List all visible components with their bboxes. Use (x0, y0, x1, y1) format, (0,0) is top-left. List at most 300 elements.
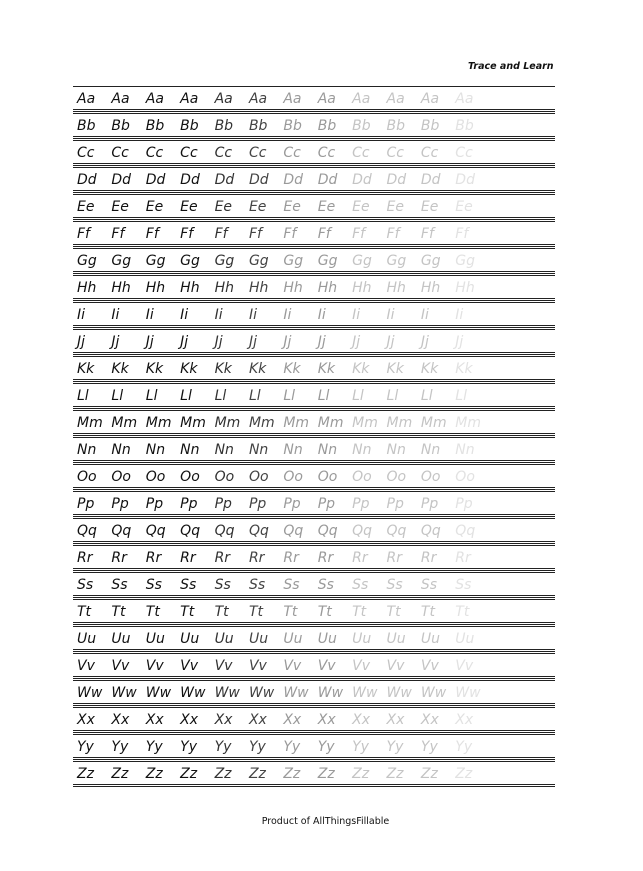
letter-pair: Qq (214, 523, 235, 539)
letter-pair: Tt (455, 604, 470, 620)
letter-cells (75, 764, 488, 784)
letter-pair: Hh (111, 280, 131, 296)
letter-pair: Gg (317, 253, 338, 269)
letter-pair: Aa (145, 91, 164, 107)
letter-pair: Hh (352, 280, 372, 296)
letter-pair: Qq (77, 523, 97, 539)
letter-row (73, 707, 555, 734)
letter-row (73, 680, 555, 707)
letter-cells (75, 413, 488, 433)
letter-cells (75, 332, 488, 352)
letter-pair: Ww (317, 685, 344, 701)
letter-pair: Ii (455, 307, 464, 323)
letter-pair: Yy (77, 739, 94, 755)
letter-pair: Hh (455, 280, 475, 296)
letter-pair: Ee (77, 199, 95, 215)
letter-pair: Ww (386, 685, 412, 701)
letter-pair: Ss (317, 577, 334, 593)
letter-pair: Ll (214, 388, 227, 404)
letter-pair: Ww (420, 685, 447, 701)
letter-pair: Ii (248, 307, 257, 323)
letter-pair: Yy (248, 739, 266, 755)
letter-pair: Nn (283, 442, 303, 458)
letter-row (73, 167, 555, 194)
letter-pair: Ll (455, 388, 467, 404)
letter-pair: Bb (214, 118, 234, 134)
letter-pair: Bb (145, 118, 165, 134)
letter-pair: Ss (145, 577, 162, 593)
letter-row (73, 464, 555, 491)
guide-line (73, 113, 555, 114)
letter-pair: Ll (248, 388, 261, 404)
letter-pair: Jj (180, 334, 189, 350)
letter-pair: Aa (180, 91, 199, 107)
letter-pair: Uu (214, 631, 234, 647)
letter-pair: Ii (317, 307, 326, 323)
letter-pair: Uu (455, 631, 475, 647)
letter-row (73, 653, 555, 680)
letter-pair: Gg (111, 253, 132, 269)
letter-pair: Ii (180, 307, 189, 323)
letter-pair: Zz (180, 766, 198, 782)
letter-pair: Aa (455, 91, 474, 107)
letter-pair: Nn (180, 442, 200, 458)
letter-pair: Uu (420, 631, 441, 647)
letter-pair: Gg (283, 253, 304, 269)
guide-line (73, 194, 555, 195)
letter-pair: Uu (317, 631, 337, 647)
letter-pair: Gg (214, 253, 235, 269)
letter-pair: Ii (420, 307, 429, 323)
letter-pair: Rr (180, 550, 196, 566)
letter-pair: Qq (386, 523, 407, 539)
letter-cells (75, 89, 488, 109)
letter-pair: Ii (283, 307, 292, 323)
letter-row (73, 302, 555, 329)
letter-pair: Xx (214, 712, 233, 728)
letter-pair: Pp (111, 496, 129, 512)
letter-pair: Yy (352, 739, 369, 755)
letter-pair: Xx (111, 712, 130, 728)
letter-pair: Cc (180, 145, 198, 161)
letter-pair: Xx (248, 712, 267, 728)
letter-pair: Kk (420, 361, 439, 377)
letter-cells (75, 575, 488, 595)
letter-pair: Yy (145, 739, 163, 755)
letter-row (73, 356, 555, 383)
letter-pair: Bb (386, 118, 406, 134)
letter-row (73, 383, 555, 410)
guide-line (73, 111, 555, 112)
letter-pair: Rr (248, 550, 265, 566)
letter-pair: Cc (283, 145, 301, 161)
letter-pair: Jj (145, 334, 154, 350)
letter-pair: Mm (214, 415, 241, 431)
page-title: Trace and Learn (468, 61, 554, 72)
letter-pair: Ii (111, 307, 120, 323)
guide-line (73, 275, 555, 276)
letter-pair: Mm (455, 415, 482, 431)
letter-pair: Gg (420, 253, 441, 269)
letter-pair: Bb (111, 118, 130, 134)
letter-cells (75, 143, 488, 163)
letter-pair: Gg (77, 253, 97, 269)
letter-pair: Uu (145, 631, 165, 647)
letter-pair: Jj (214, 334, 223, 350)
letter-pair: Qq (180, 523, 201, 539)
letter-pair: Jj (111, 334, 120, 350)
letter-pair: Jj (283, 334, 292, 350)
letter-pair: Pp (352, 496, 370, 512)
letter-pair: Jj (386, 334, 395, 350)
letter-pair: Ii (386, 307, 395, 323)
letter-pair: Xx (455, 712, 474, 728)
guide-line (73, 408, 555, 409)
letter-cells (75, 656, 488, 676)
guide-line (73, 599, 555, 600)
letter-pair: Dd (248, 172, 269, 188)
letter-pair: Nn (111, 442, 131, 458)
letter-pair: Dd (180, 172, 200, 188)
letter-pair: Ww (283, 685, 309, 701)
letter-pair: Kk (111, 361, 129, 377)
letter-pair: Ff (283, 226, 297, 242)
letter-pair: Oo (420, 469, 441, 485)
letter-pair: Aa (352, 91, 371, 107)
guide-line (73, 300, 555, 301)
letter-pair: Xx (145, 712, 164, 728)
letter-pair: Mm (180, 415, 206, 431)
letter-pair: Bb (248, 118, 268, 134)
letter-row (73, 599, 555, 626)
guide-line (73, 138, 555, 139)
letter-pair: Zz (317, 766, 335, 782)
letter-pair: Rr (111, 550, 127, 566)
letter-pair: Yy (386, 739, 404, 755)
letter-pair: Nn (386, 442, 406, 458)
guide-line (73, 381, 555, 382)
letter-pair: Uu (111, 631, 131, 647)
letter-pair: Xx (180, 712, 199, 728)
letter-cells (75, 737, 488, 757)
guide-line (73, 705, 555, 706)
letter-pair: Oo (455, 469, 475, 485)
letter-row (73, 113, 555, 140)
letter-pair: Vv (420, 658, 439, 674)
letter-pair: Ee (283, 199, 301, 215)
letter-pair: Gg (386, 253, 407, 269)
guide-line (73, 543, 555, 544)
guide-line (73, 356, 555, 357)
letter-pair: Pp (386, 496, 404, 512)
guide-line (73, 653, 555, 654)
letter-pair: Ll (111, 388, 124, 404)
letter-pair: Rr (420, 550, 437, 566)
footer-credit: Product of AllThingsFillable (261, 816, 390, 827)
letter-pair: Ii (214, 307, 223, 323)
letter-pair: Uu (386, 631, 406, 647)
letter-pair: Ff (111, 226, 125, 242)
letter-pair: Vv (145, 658, 164, 674)
letter-pair: Bb (455, 118, 474, 134)
letter-pair: Tt (248, 604, 263, 620)
letter-cells (75, 359, 488, 379)
letter-pair: Rr (77, 550, 93, 566)
guide-line (73, 786, 555, 787)
letter-pair: Ww (352, 685, 378, 701)
letter-pair: Xx (283, 712, 302, 728)
letter-pair: Aa (283, 91, 302, 107)
letter-pair: Pp (317, 496, 336, 512)
letter-pair: Cc (386, 145, 404, 161)
letter-pair: Mm (317, 415, 344, 431)
letter-pair: Ee (352, 199, 370, 215)
letter-pair: Ff (145, 226, 159, 242)
letter-pair: Ll (420, 388, 433, 404)
letter-pair: Tt (352, 604, 367, 620)
letter-pair: Aa (386, 91, 405, 107)
guide-line (73, 302, 555, 303)
letter-pair: Ww (111, 685, 137, 701)
letter-pair: Cc (145, 145, 164, 161)
letter-pair: Cc (77, 145, 95, 161)
letter-pair: Nn (317, 442, 338, 458)
letter-row (73, 275, 555, 302)
letter-pair: Ii (77, 307, 86, 323)
letter-pair: Tt (145, 604, 160, 620)
letter-pair: Uu (283, 631, 303, 647)
letter-pair: Ll (317, 388, 330, 404)
letter-pair: Tt (386, 604, 401, 620)
letter-pair: Gg (352, 253, 372, 269)
letter-cells (75, 467, 488, 487)
letter-pair: Ww (248, 685, 275, 701)
letter-row (73, 545, 555, 572)
letter-pair: Cc (248, 145, 267, 161)
letter-pair: Hh (420, 280, 441, 296)
letter-pair: Ss (214, 577, 231, 593)
letter-pair: Ss (180, 577, 197, 593)
letter-pair: Ee (145, 199, 164, 215)
letter-cells (75, 521, 488, 541)
letter-pair: Yy (317, 739, 335, 755)
guide-line (73, 329, 555, 330)
letter-pair: Vv (352, 658, 370, 674)
letter-pair: Bb (180, 118, 199, 134)
letter-pair: Ww (180, 685, 206, 701)
guide-line (73, 462, 555, 463)
letter-pair: Vv (111, 658, 130, 674)
letter-row (73, 221, 555, 248)
letter-cells (75, 629, 488, 649)
letter-pair: Aa (420, 91, 440, 107)
guide-line (73, 219, 555, 220)
letter-pair: Qq (145, 523, 166, 539)
letter-pair: Kk (386, 361, 404, 377)
letter-pair: Gg (180, 253, 200, 269)
letter-cells (75, 683, 488, 703)
letter-pair: Mm (420, 415, 447, 431)
letter-pair: Oo (77, 469, 97, 485)
letter-pair: Uu (352, 631, 372, 647)
letter-pair: Kk (317, 361, 336, 377)
letter-pair: Jj (317, 334, 326, 350)
letter-pair: Xx (386, 712, 405, 728)
letter-pair: Hh (386, 280, 406, 296)
guide-line (73, 624, 555, 625)
letter-pair: Pp (283, 496, 301, 512)
letter-pair: Cc (455, 145, 473, 161)
letter-pair: Gg (145, 253, 166, 269)
letter-pair: Vv (214, 658, 233, 674)
letter-pair: Ff (420, 226, 434, 242)
letter-pair: Vv (317, 658, 336, 674)
letter-row (73, 734, 555, 761)
letter-pair: Ee (420, 199, 439, 215)
letter-pair: Kk (352, 361, 370, 377)
letter-pair: Cc (352, 145, 370, 161)
letter-pair: Hh (283, 280, 303, 296)
letter-pair: Kk (180, 361, 198, 377)
letter-pair: Qq (455, 523, 476, 539)
letter-pair: Ee (386, 199, 404, 215)
letter-pair: Qq (283, 523, 304, 539)
letter-pair: Pp (248, 496, 267, 512)
guide-line (73, 732, 555, 733)
letter-pair: Ee (111, 199, 129, 215)
letter-pair: Mm (352, 415, 378, 431)
letter-pair: Nn (145, 442, 166, 458)
tracing-grid (73, 86, 555, 788)
letter-pair: Yy (420, 739, 438, 755)
guide-line (73, 140, 555, 141)
guide-line (73, 597, 555, 598)
letter-pair: Ss (77, 577, 94, 593)
letter-pair: Vv (455, 658, 474, 674)
guide-line (73, 734, 555, 735)
letter-cells (75, 440, 488, 460)
letter-row (73, 86, 555, 113)
letter-row (73, 761, 555, 788)
letter-pair: Zz (386, 766, 404, 782)
letter-cells (75, 116, 488, 136)
letter-pair: Hh (317, 280, 338, 296)
letter-pair: Aa (214, 91, 233, 107)
letter-pair: Bb (283, 118, 302, 134)
letter-pair: Xx (352, 712, 371, 728)
letter-pair: Bb (317, 118, 337, 134)
letter-pair: Rr (317, 550, 334, 566)
letter-pair: Zz (420, 766, 438, 782)
letter-pair: Jj (352, 334, 361, 350)
letter-row (73, 140, 555, 167)
letter-pair: Pp (420, 496, 439, 512)
letter-pair: Mm (386, 415, 413, 431)
letter-pair: Oo (111, 469, 131, 485)
guide-line (73, 545, 555, 546)
letter-pair: Ss (283, 577, 300, 593)
guide-line (73, 651, 555, 652)
letter-pair: Nn (455, 442, 475, 458)
letter-pair: Ss (420, 577, 438, 593)
letter-pair: Ff (214, 226, 228, 242)
letter-pair: Oo (352, 469, 372, 485)
letter-pair: Gg (455, 253, 476, 269)
letter-pair: Dd (283, 172, 304, 188)
letter-pair: Ww (77, 685, 103, 701)
letter-pair: Ff (317, 226, 331, 242)
letter-pair: Nn (248, 442, 269, 458)
letter-pair: Jj (77, 334, 86, 350)
letter-pair: Nn (420, 442, 441, 458)
guide-line (73, 464, 555, 465)
letter-pair: Ll (283, 388, 296, 404)
letter-pair: Rr (455, 550, 471, 566)
letter-pair: Vv (77, 658, 95, 674)
letter-pair: Oo (386, 469, 407, 485)
letter-pair: Ll (352, 388, 364, 404)
guide-line (73, 435, 555, 436)
letter-pair: Yy (455, 739, 473, 755)
letter-pair: Ww (214, 685, 240, 701)
letter-pair: Rr (352, 550, 368, 566)
letter-pair: Kk (77, 361, 95, 377)
letter-row (73, 329, 555, 356)
letter-cells (75, 548, 488, 568)
guide-line (73, 327, 555, 328)
guide-line (73, 86, 555, 87)
letter-pair: Ee (317, 199, 336, 215)
letter-pair: Uu (248, 631, 269, 647)
letter-pair: Vv (283, 658, 302, 674)
letter-cells (75, 170, 488, 190)
letter-pair: Jj (455, 334, 464, 350)
letter-pair: Hh (180, 280, 200, 296)
letter-pair: Cc (214, 145, 233, 161)
guide-line (73, 572, 555, 573)
letter-cells (75, 602, 488, 622)
letter-pair: Tt (111, 604, 126, 620)
letter-pair: Mm (145, 415, 172, 431)
guide-line (73, 707, 555, 708)
letter-pair: Kk (283, 361, 301, 377)
letter-pair: Ss (352, 577, 369, 593)
letter-row (73, 626, 555, 653)
letter-pair: Mm (77, 415, 103, 431)
letter-cells (75, 224, 488, 244)
letter-pair: Dd (420, 172, 441, 188)
letter-pair: Oo (180, 469, 200, 485)
letter-pair: Vv (180, 658, 199, 674)
letter-cells (75, 494, 488, 514)
letter-pair: Aa (248, 91, 268, 107)
letter-pair: Dd (145, 172, 166, 188)
letter-pair: Ff (352, 226, 366, 242)
letter-pair: Zz (145, 766, 163, 782)
letter-pair: Gg (248, 253, 269, 269)
letter-pair: Mm (283, 415, 310, 431)
letter-pair: Oo (145, 469, 166, 485)
letter-pair: Qq (317, 523, 338, 539)
letter-pair: Hh (145, 280, 166, 296)
letter-pair: Jj (248, 334, 257, 350)
letter-pair: Qq (248, 523, 269, 539)
letter-pair: Ll (386, 388, 399, 404)
letter-pair: Mm (248, 415, 275, 431)
letter-pair: Zz (77, 766, 94, 782)
letter-pair: Ll (180, 388, 192, 404)
letter-pair: Rr (386, 550, 402, 566)
